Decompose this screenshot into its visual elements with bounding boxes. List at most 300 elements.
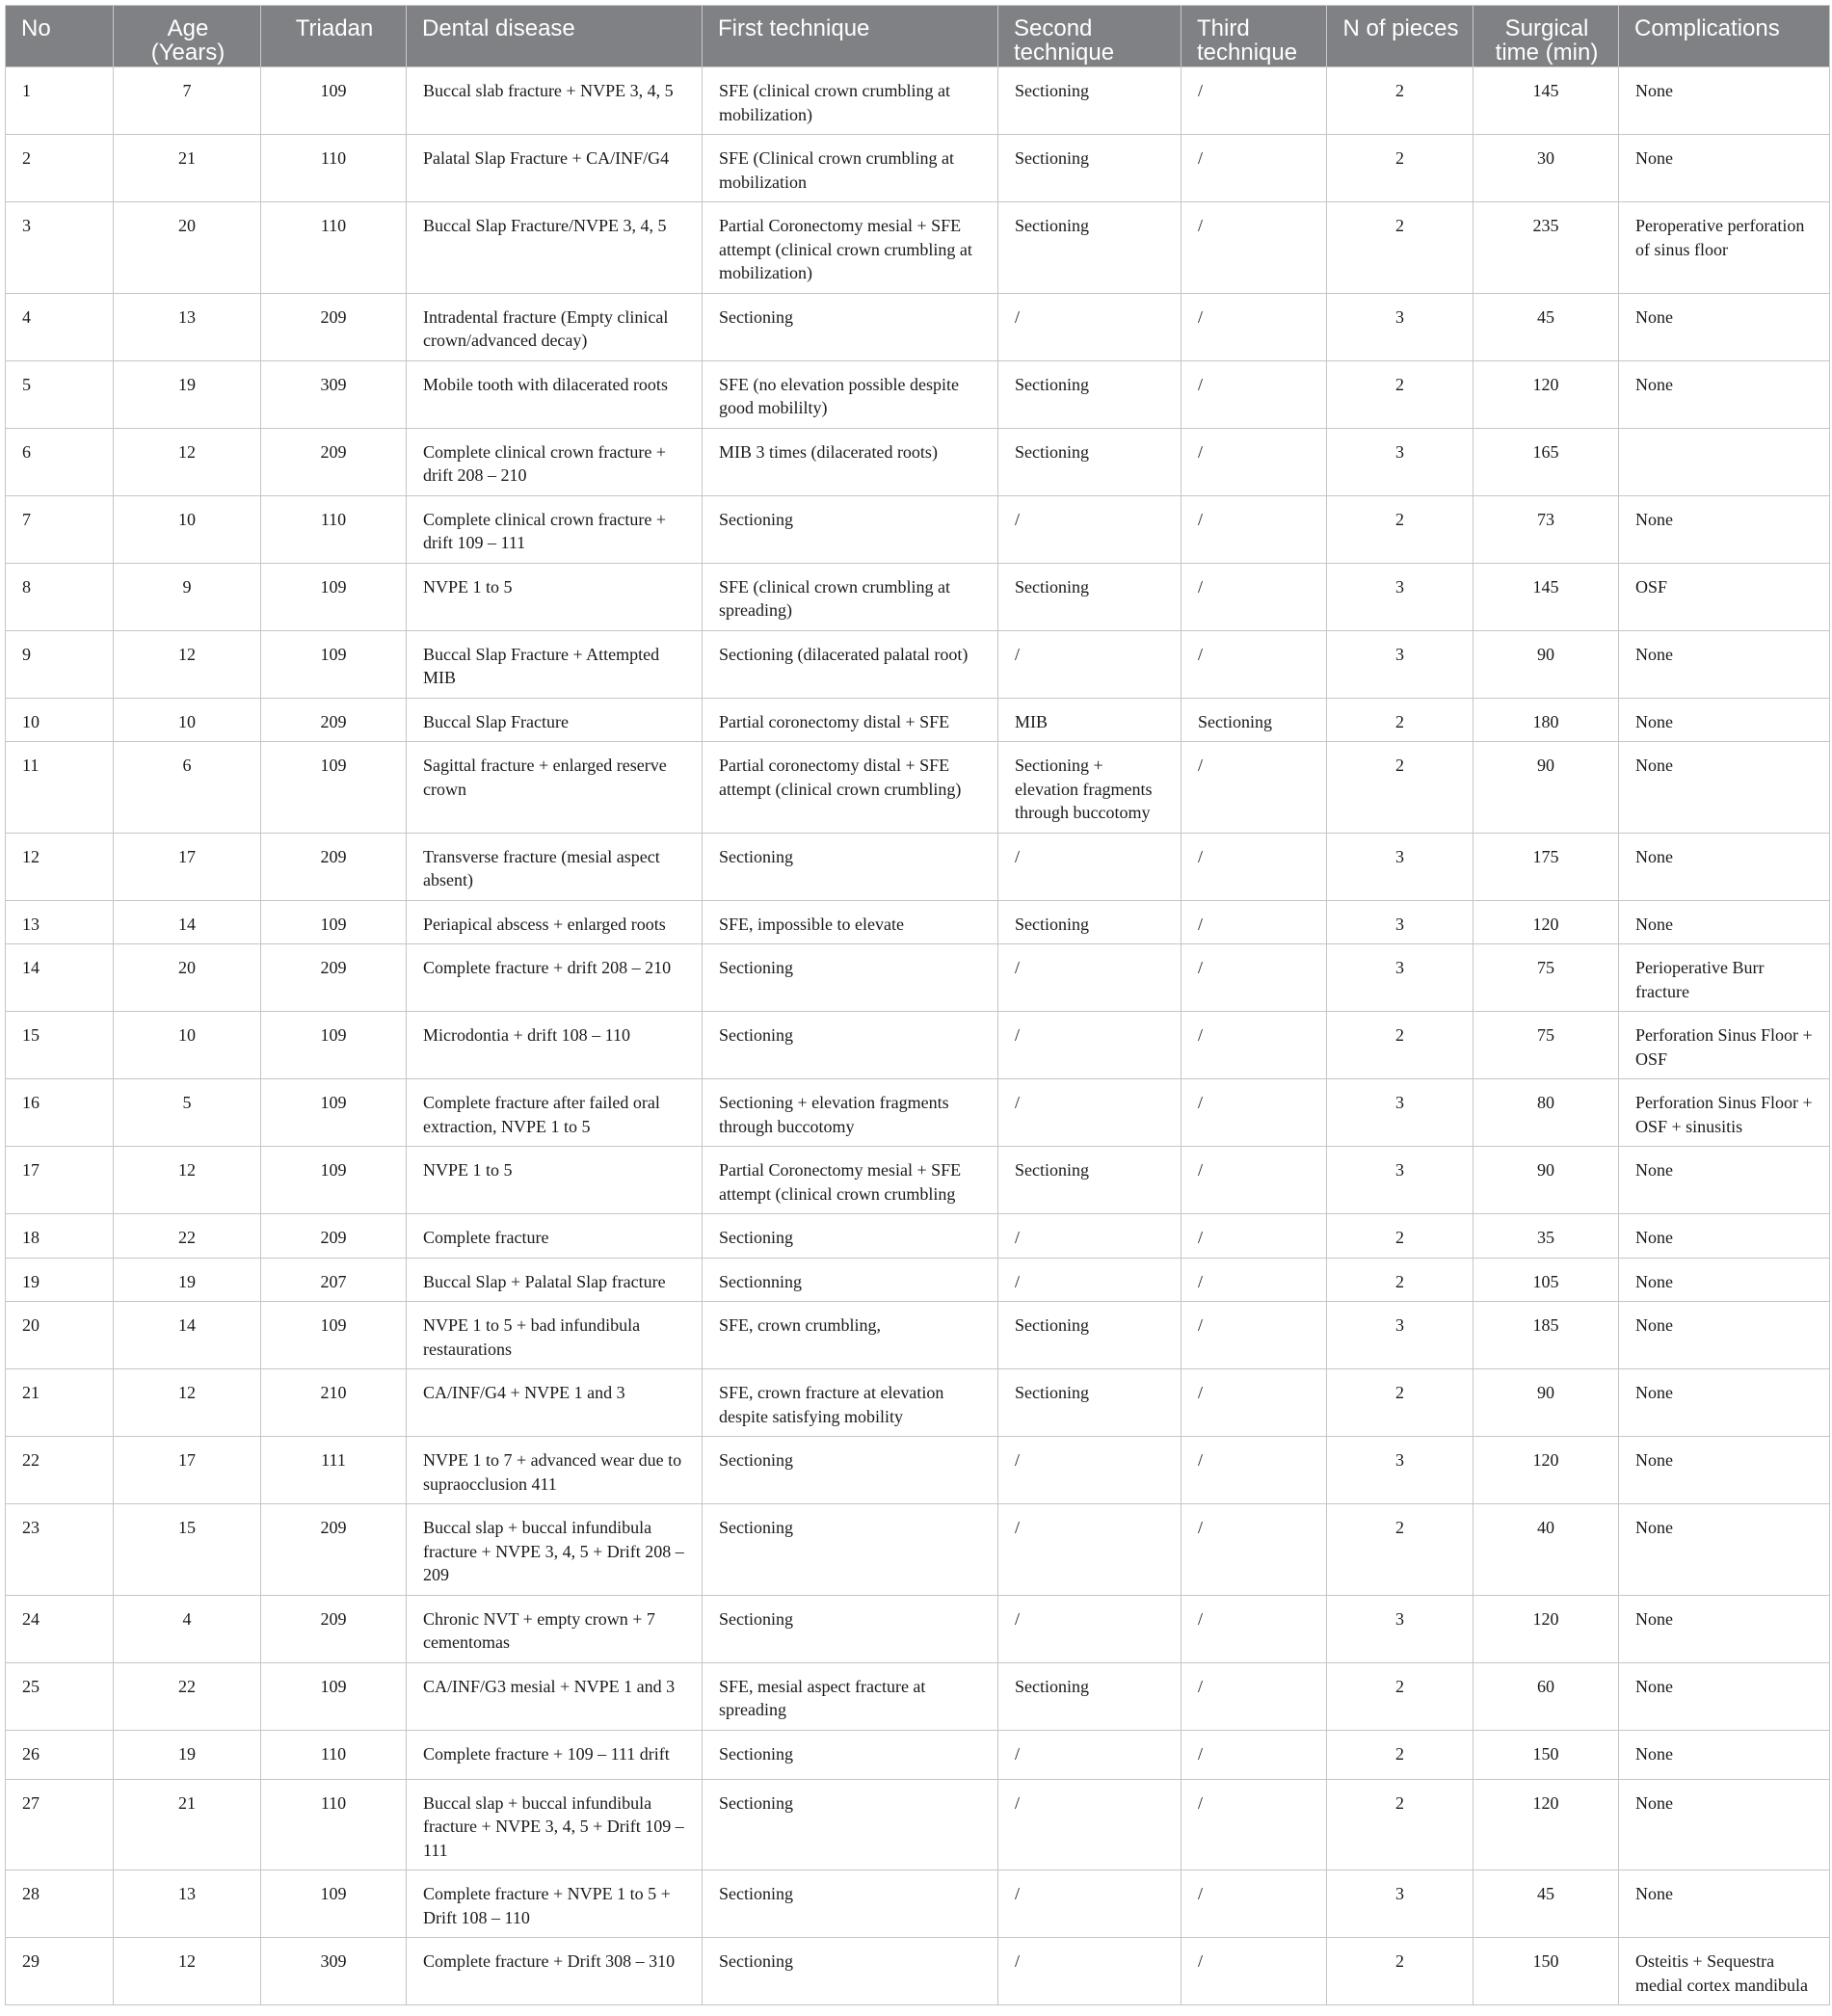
cell-n-of-pieces: 3 <box>1327 1595 1474 1662</box>
cell-complications: Perforation Sinus Floor + OSF + sinusitis <box>1619 1079 1830 1147</box>
cell-dental-disease: Mobile tooth with dilacerated roots <box>407 360 703 428</box>
cell-n-of-pieces: 2 <box>1327 1662 1474 1730</box>
cell-triadan: 207 <box>261 1258 407 1302</box>
cell-complications: None <box>1619 630 1830 698</box>
cell-dental-disease: Complete fracture + drift 208 – 210 <box>407 944 703 1012</box>
cell-no: 15 <box>6 1012 114 1079</box>
cell-surgical-time: 175 <box>1474 833 1619 900</box>
cell-n-of-pieces: 3 <box>1327 900 1474 944</box>
cell-second-technique: Sectioning <box>998 67 1182 135</box>
cell-surgical-time: 235 <box>1474 202 1619 294</box>
cell-age: 9 <box>114 563 261 630</box>
cell-complications: None <box>1619 1437 1830 1504</box>
cell-surgical-time: 120 <box>1474 360 1619 428</box>
cell-no: 12 <box>6 833 114 900</box>
cell-no: 14 <box>6 944 114 1012</box>
cell-third-technique: / <box>1182 1437 1327 1504</box>
cell-third-technique: / <box>1182 944 1327 1012</box>
cell-second-technique: / <box>998 630 1182 698</box>
cell-surgical-time: 35 <box>1474 1214 1619 1259</box>
cell-first-technique: Sectioning <box>703 944 998 1012</box>
cell-surgical-time: 185 <box>1474 1302 1619 1369</box>
cell-first-technique: Sectioning <box>703 1938 998 2005</box>
cell-first-technique: SFE, crown fracture at elevation despite satisfying mobility <box>703 1369 998 1437</box>
cell-second-technique: / <box>998 1504 1182 1596</box>
cell-age: 20 <box>114 944 261 1012</box>
table-row <box>6 1437 1830 1504</box>
table-row <box>6 1258 1830 1302</box>
cell-triadan: 110 <box>261 1730 407 1779</box>
cell-second-technique: Sectioning <box>998 1662 1182 1730</box>
table-row <box>6 698 1830 742</box>
cell-dental-disease: Buccal Slap Fracture + Attempted MIB <box>407 630 703 698</box>
cell-second-technique: Sectioning <box>998 1147 1182 1214</box>
cell-triadan: 110 <box>261 202 407 294</box>
cell-no: 9 <box>6 630 114 698</box>
cell-third-technique: / <box>1182 742 1327 834</box>
table-row <box>6 1779 1830 1870</box>
cell-surgical-time: 120 <box>1474 1437 1619 1504</box>
header-triadan: Triadan <box>261 6 407 67</box>
cell-triadan: 109 <box>261 1012 407 1079</box>
cell-n-of-pieces: 2 <box>1327 1779 1474 1870</box>
cell-no: 4 <box>6 293 114 360</box>
table-row <box>6 630 1830 698</box>
table-row <box>6 900 1830 944</box>
cell-dental-disease: Buccal Slap Fracture <box>407 698 703 742</box>
cell-first-technique: Sectionning <box>703 1258 998 1302</box>
cell-no: 29 <box>6 1938 114 2005</box>
cell-dental-disease: Microdontia + drift 108 – 110 <box>407 1012 703 1079</box>
cell-surgical-time: 90 <box>1474 1147 1619 1214</box>
cell-second-technique: / <box>998 293 1182 360</box>
cell-dental-disease: Complete fracture + NVPE 1 to 5 + Drift 108 – 110 <box>407 1870 703 1938</box>
cell-n-of-pieces: 2 <box>1327 1938 1474 2005</box>
cell-n-of-pieces: 2 <box>1327 202 1474 294</box>
cell-second-technique: Sectioning <box>998 563 1182 630</box>
cell-age: 10 <box>114 698 261 742</box>
cell-third-technique: / <box>1182 1938 1327 2005</box>
cell-surgical-time: 150 <box>1474 1730 1619 1779</box>
cell-triadan: 110 <box>261 495 407 563</box>
cell-age: 4 <box>114 1595 261 1662</box>
table-row <box>6 1147 1830 1214</box>
cell-n-of-pieces: 3 <box>1327 1302 1474 1369</box>
cell-third-technique: / <box>1182 833 1327 900</box>
cell-n-of-pieces: 3 <box>1327 563 1474 630</box>
cell-second-technique: / <box>998 1779 1182 1870</box>
cell-second-technique: Sectioning <box>998 202 1182 294</box>
cell-age: 19 <box>114 360 261 428</box>
cell-triadan: 110 <box>261 1779 407 1870</box>
header-row <box>6 6 1830 67</box>
cell-triadan: 209 <box>261 1504 407 1596</box>
cell-triadan: 109 <box>261 900 407 944</box>
cell-age: 20 <box>114 202 261 294</box>
cell-third-technique: / <box>1182 1595 1327 1662</box>
cell-second-technique: / <box>998 1258 1182 1302</box>
cell-age: 17 <box>114 833 261 900</box>
cell-surgical-time: 45 <box>1474 293 1619 360</box>
cell-third-technique: / <box>1182 428 1327 495</box>
cell-triadan: 109 <box>261 1079 407 1147</box>
cell-first-technique: Sectioning + elevation fragments through buccotomy <box>703 1079 998 1147</box>
table-row <box>6 1938 1830 2005</box>
cell-triadan: 309 <box>261 1938 407 2005</box>
cell-triadan: 110 <box>261 135 407 202</box>
cell-surgical-time: 90 <box>1474 630 1619 698</box>
cell-first-technique: Sectioning <box>703 495 998 563</box>
cell-second-technique: / <box>998 1595 1182 1662</box>
header-age: Age (Years) <box>114 6 261 67</box>
cell-first-technique: Sectioning <box>703 1214 998 1259</box>
cell-second-technique: Sectioning <box>998 1369 1182 1437</box>
cell-age: 12 <box>114 1369 261 1437</box>
cell-first-technique: Sectioning <box>703 1504 998 1596</box>
cell-age: 19 <box>114 1730 261 1779</box>
cell-surgical-time: 120 <box>1474 1779 1619 1870</box>
cell-triadan: 109 <box>261 630 407 698</box>
cell-dental-disease: NVPE 1 to 7 + advanced wear due to supraocclusion 411 <box>407 1437 703 1504</box>
cell-third-technique: / <box>1182 360 1327 428</box>
cell-third-technique: / <box>1182 900 1327 944</box>
table-row <box>6 1012 1830 1079</box>
cell-complications: None <box>1619 900 1830 944</box>
cell-surgical-time: 150 <box>1474 1938 1619 2005</box>
cell-surgical-time: 120 <box>1474 900 1619 944</box>
table-row <box>6 293 1830 360</box>
cell-n-of-pieces: 2 <box>1327 360 1474 428</box>
cell-age: 10 <box>114 1012 261 1079</box>
cell-surgical-time: 40 <box>1474 1504 1619 1596</box>
data-table-container <box>5 5 1829 2005</box>
table-row <box>6 495 1830 563</box>
table-row <box>6 360 1830 428</box>
cell-complications: None <box>1619 1302 1830 1369</box>
cell-age: 7 <box>114 67 261 135</box>
cell-complications: None <box>1619 67 1830 135</box>
cell-second-technique: / <box>998 495 1182 563</box>
cell-n-of-pieces: 3 <box>1327 630 1474 698</box>
cell-dental-disease: Transverse fracture (mesial aspect absent) <box>407 833 703 900</box>
cell-surgical-time: 75 <box>1474 944 1619 1012</box>
cell-complications: None <box>1619 1147 1830 1214</box>
cell-no: 13 <box>6 900 114 944</box>
header-n-of-pieces: N of pieces <box>1327 6 1474 67</box>
cell-second-technique: / <box>998 1214 1182 1259</box>
cell-triadan: 209 <box>261 293 407 360</box>
table-row <box>6 1302 1830 1369</box>
cell-age: 14 <box>114 1302 261 1369</box>
cell-complications: None <box>1619 293 1830 360</box>
cell-third-technique: / <box>1182 1779 1327 1870</box>
cell-age: 12 <box>114 1938 261 2005</box>
cell-first-technique: Sectioning <box>703 1870 998 1938</box>
cell-first-technique: SFE, impossible to elevate <box>703 900 998 944</box>
cell-second-technique: / <box>998 1730 1182 1779</box>
cell-second-technique: / <box>998 1870 1182 1938</box>
cell-n-of-pieces: 3 <box>1327 1147 1474 1214</box>
cell-triadan: 111 <box>261 1437 407 1504</box>
cell-second-technique: / <box>998 1079 1182 1147</box>
cell-second-technique: Sectioning <box>998 900 1182 944</box>
cell-complications: OSF <box>1619 563 1830 630</box>
cell-n-of-pieces: 3 <box>1327 293 1474 360</box>
cell-no: 10 <box>6 698 114 742</box>
cell-dental-disease: CA/INF/G3 mesial + NVPE 1 and 3 <box>407 1662 703 1730</box>
cell-surgical-time: 45 <box>1474 1870 1619 1938</box>
cell-surgical-time: 180 <box>1474 698 1619 742</box>
cell-second-technique: / <box>998 1938 1182 2005</box>
cell-third-technique: / <box>1182 495 1327 563</box>
cell-third-technique: / <box>1182 1504 1327 1596</box>
cell-triadan: 109 <box>261 563 407 630</box>
cell-no: 8 <box>6 563 114 630</box>
cell-third-technique: / <box>1182 1302 1327 1369</box>
cell-third-technique: / <box>1182 1147 1327 1214</box>
cell-n-of-pieces: 2 <box>1327 135 1474 202</box>
cell-age: 14 <box>114 900 261 944</box>
cell-third-technique: / <box>1182 67 1327 135</box>
cell-no: 22 <box>6 1437 114 1504</box>
cell-first-technique: SFE, crown crumbling, <box>703 1302 998 1369</box>
cell-no: 16 <box>6 1079 114 1147</box>
cell-first-technique: Partial coronectomy distal + SFE attempt (clinical crown crumbling) <box>703 742 998 834</box>
cell-complications: None <box>1619 360 1830 428</box>
cell-dental-disease: Periapical abscess + enlarged roots <box>407 900 703 944</box>
cell-complications <box>1619 428 1830 495</box>
cell-no: 20 <box>6 1302 114 1369</box>
cell-n-of-pieces: 3 <box>1327 1437 1474 1504</box>
cell-third-technique: / <box>1182 630 1327 698</box>
cell-n-of-pieces: 2 <box>1327 1730 1474 1779</box>
table-row <box>6 1369 1830 1437</box>
cell-third-technique: / <box>1182 1870 1327 1938</box>
cell-first-technique: Sectioning <box>703 293 998 360</box>
cell-triadan: 209 <box>261 1595 407 1662</box>
cell-second-technique: Sectioning <box>998 428 1182 495</box>
cell-second-technique: MIB <box>998 698 1182 742</box>
cell-no: 1 <box>6 67 114 135</box>
cell-age: 15 <box>114 1504 261 1596</box>
cell-surgical-time: 90 <box>1474 742 1619 834</box>
cell-third-technique: / <box>1182 1730 1327 1779</box>
header-complications: Complications <box>1619 6 1830 67</box>
cell-n-of-pieces: 2 <box>1327 495 1474 563</box>
cell-complications: None <box>1619 1730 1830 1779</box>
cell-dental-disease: Buccal slab fracture + NVPE 3, 4, 5 <box>407 67 703 135</box>
cell-no: 5 <box>6 360 114 428</box>
table-row <box>6 944 1830 1012</box>
cell-dental-disease: CA/INF/G4 + NVPE 1 and 3 <box>407 1369 703 1437</box>
table-row <box>6 1504 1830 1596</box>
cell-third-technique: / <box>1182 1012 1327 1079</box>
cell-age: 21 <box>114 135 261 202</box>
cell-no: 28 <box>6 1870 114 1938</box>
cell-no: 19 <box>6 1258 114 1302</box>
cell-age: 12 <box>114 630 261 698</box>
cell-surgical-time: 75 <box>1474 1012 1619 1079</box>
cell-no: 3 <box>6 202 114 294</box>
cell-n-of-pieces: 3 <box>1327 944 1474 1012</box>
cell-first-technique: Sectioning <box>703 1595 998 1662</box>
cell-complications: None <box>1619 698 1830 742</box>
table-row <box>6 428 1830 495</box>
cell-triadan: 309 <box>261 360 407 428</box>
header-second-technique: Second technique <box>998 6 1182 67</box>
cell-n-of-pieces: 2 <box>1327 1369 1474 1437</box>
table-row <box>6 1214 1830 1259</box>
cell-complications: Perforation Sinus Floor + OSF <box>1619 1012 1830 1079</box>
cell-surgical-time: 145 <box>1474 563 1619 630</box>
cell-dental-disease: Buccal Slap + Palatal Slap fracture <box>407 1258 703 1302</box>
cell-first-technique: SFE (Clinical crown crumbling at mobilization <box>703 135 998 202</box>
cell-first-technique: SFE (clinical crown crumbling at mobilization) <box>703 67 998 135</box>
cell-complications: Peroperative perforation of sinus floor <box>1619 202 1830 294</box>
cell-second-technique: Sectioning <box>998 135 1182 202</box>
cell-age: 19 <box>114 1258 261 1302</box>
cell-third-technique: / <box>1182 1662 1327 1730</box>
cell-no: 6 <box>6 428 114 495</box>
cell-age: 17 <box>114 1437 261 1504</box>
cell-triadan: 209 <box>261 428 407 495</box>
cell-second-technique: / <box>998 944 1182 1012</box>
cell-no: 26 <box>6 1730 114 1779</box>
cell-first-technique: SFE (clinical crown crumbling at spreading) <box>703 563 998 630</box>
cell-no: 25 <box>6 1662 114 1730</box>
cell-age: 13 <box>114 1870 261 1938</box>
cell-dental-disease: Buccal slap + buccal infundibula fracture + NVPE 3, 4, 5 + Drift 109 – 111 <box>407 1779 703 1870</box>
table-row <box>6 1595 1830 1662</box>
cell-second-technique: / <box>998 833 1182 900</box>
header-surgical-time: Surgical time (min) <box>1474 6 1619 67</box>
cell-third-technique: / <box>1182 563 1327 630</box>
cell-complications: None <box>1619 1258 1830 1302</box>
cell-dental-disease: Sagittal fracture + enlarged reserve crown <box>407 742 703 834</box>
cell-second-technique: Sectioning <box>998 1302 1182 1369</box>
cell-no: 24 <box>6 1595 114 1662</box>
cell-complications: None <box>1619 1369 1830 1437</box>
cell-dental-disease: Complete fracture <box>407 1214 703 1259</box>
cell-dental-disease: Chronic NVT + empty crown + 7 cementomas <box>407 1595 703 1662</box>
cell-third-technique: / <box>1182 202 1327 294</box>
cell-n-of-pieces: 2 <box>1327 1012 1474 1079</box>
cell-first-technique: Sectioning (dilacerated palatal root) <box>703 630 998 698</box>
cell-complications: None <box>1619 742 1830 834</box>
cell-complications: None <box>1619 495 1830 563</box>
table-row <box>6 1870 1830 1938</box>
table-row <box>6 1079 1830 1147</box>
cell-second-technique: Sectioning + elevation fragments through buccotomy <box>998 742 1182 834</box>
cell-third-technique: / <box>1182 293 1327 360</box>
cell-first-technique: Sectioning <box>703 1779 998 1870</box>
cell-dental-disease: Complete fracture + 109 – 111 drift <box>407 1730 703 1779</box>
cell-complications: None <box>1619 833 1830 900</box>
cell-dental-disease: Intradental fracture (Empty clinical crown/advanced decay) <box>407 293 703 360</box>
table-body <box>6 67 1830 2005</box>
cell-first-technique: SFE, mesial aspect fracture at spreading <box>703 1662 998 1730</box>
cell-second-technique: / <box>998 1012 1182 1079</box>
cell-surgical-time: 30 <box>1474 135 1619 202</box>
cell-age: 5 <box>114 1079 261 1147</box>
cell-complications: Perioperative Burr fracture <box>1619 944 1830 1012</box>
header-first-technique: First technique <box>703 6 998 67</box>
cell-first-technique: Sectioning <box>703 1012 998 1079</box>
cell-n-of-pieces: 3 <box>1327 428 1474 495</box>
cell-age: 12 <box>114 1147 261 1214</box>
table-row <box>6 833 1830 900</box>
header-third-technique: Third technique <box>1182 6 1327 67</box>
cell-n-of-pieces: 3 <box>1327 833 1474 900</box>
table-row <box>6 67 1830 135</box>
cell-no: 27 <box>6 1779 114 1870</box>
cell-triadan: 109 <box>261 1302 407 1369</box>
cell-dental-disease: Buccal Slap Fracture/NVPE 3, 4, 5 <box>407 202 703 294</box>
cell-dental-disease: Complete fracture after failed oral extraction, NVPE 1 to 5 <box>407 1079 703 1147</box>
cell-surgical-time: 80 <box>1474 1079 1619 1147</box>
cell-surgical-time: 90 <box>1474 1369 1619 1437</box>
cell-dental-disease: Palatal Slap Fracture + CA/INF/G4 <box>407 135 703 202</box>
cell-complications: None <box>1619 135 1830 202</box>
cell-surgical-time: 165 <box>1474 428 1619 495</box>
cell-complications: None <box>1619 1779 1830 1870</box>
cell-third-technique: / <box>1182 1258 1327 1302</box>
cell-dental-disease: Buccal slap + buccal infundibula fracture + NVPE 3, 4, 5 + Drift 208 – 209 <box>407 1504 703 1596</box>
cell-triadan: 209 <box>261 698 407 742</box>
cell-first-technique: Sectioning <box>703 833 998 900</box>
cell-third-technique: / <box>1182 135 1327 202</box>
cell-complications: None <box>1619 1214 1830 1259</box>
cell-triadan: 109 <box>261 67 407 135</box>
table-row <box>6 742 1830 834</box>
cell-triadan: 209 <box>261 1214 407 1259</box>
cell-no: 17 <box>6 1147 114 1214</box>
cell-age: 10 <box>114 495 261 563</box>
table-row <box>6 202 1830 294</box>
cell-age: 21 <box>114 1779 261 1870</box>
cell-complications: Osteitis + Sequestra medial cortex mandibula <box>1619 1938 1830 2005</box>
cell-n-of-pieces: 2 <box>1327 1214 1474 1259</box>
cell-complications: None <box>1619 1662 1830 1730</box>
cell-n-of-pieces: 3 <box>1327 1079 1474 1147</box>
cell-surgical-time: 120 <box>1474 1595 1619 1662</box>
cell-surgical-time: 105 <box>1474 1258 1619 1302</box>
cell-age: 6 <box>114 742 261 834</box>
cell-third-technique: / <box>1182 1079 1327 1147</box>
cell-third-technique: / <box>1182 1214 1327 1259</box>
cell-triadan: 109 <box>261 1662 407 1730</box>
cell-first-technique: SFE (no elevation possible despite good mobililty) <box>703 360 998 428</box>
cell-triadan: 210 <box>261 1369 407 1437</box>
cell-first-technique: MIB 3 times (dilacerated roots) <box>703 428 998 495</box>
cell-first-technique: Sectioning <box>703 1730 998 1779</box>
header-dental-disease: Dental disease <box>407 6 703 67</box>
cell-dental-disease: Complete clinical crown fracture + drift 208 – 210 <box>407 428 703 495</box>
cell-third-technique: / <box>1182 1369 1327 1437</box>
cell-complications: None <box>1619 1504 1830 1596</box>
cell-dental-disease: NVPE 1 to 5 + bad infundibula restaurations <box>407 1302 703 1369</box>
cell-age: 22 <box>114 1662 261 1730</box>
cell-complications: None <box>1619 1595 1830 1662</box>
cell-third-technique: Sectioning <box>1182 698 1327 742</box>
cell-triadan: 209 <box>261 833 407 900</box>
cell-no: 23 <box>6 1504 114 1596</box>
cell-surgical-time: 73 <box>1474 495 1619 563</box>
cell-triadan: 109 <box>261 742 407 834</box>
cell-first-technique: Partial coronectomy distal + SFE <box>703 698 998 742</box>
cell-second-technique: Sectioning <box>998 360 1182 428</box>
table-row <box>6 1730 1830 1779</box>
